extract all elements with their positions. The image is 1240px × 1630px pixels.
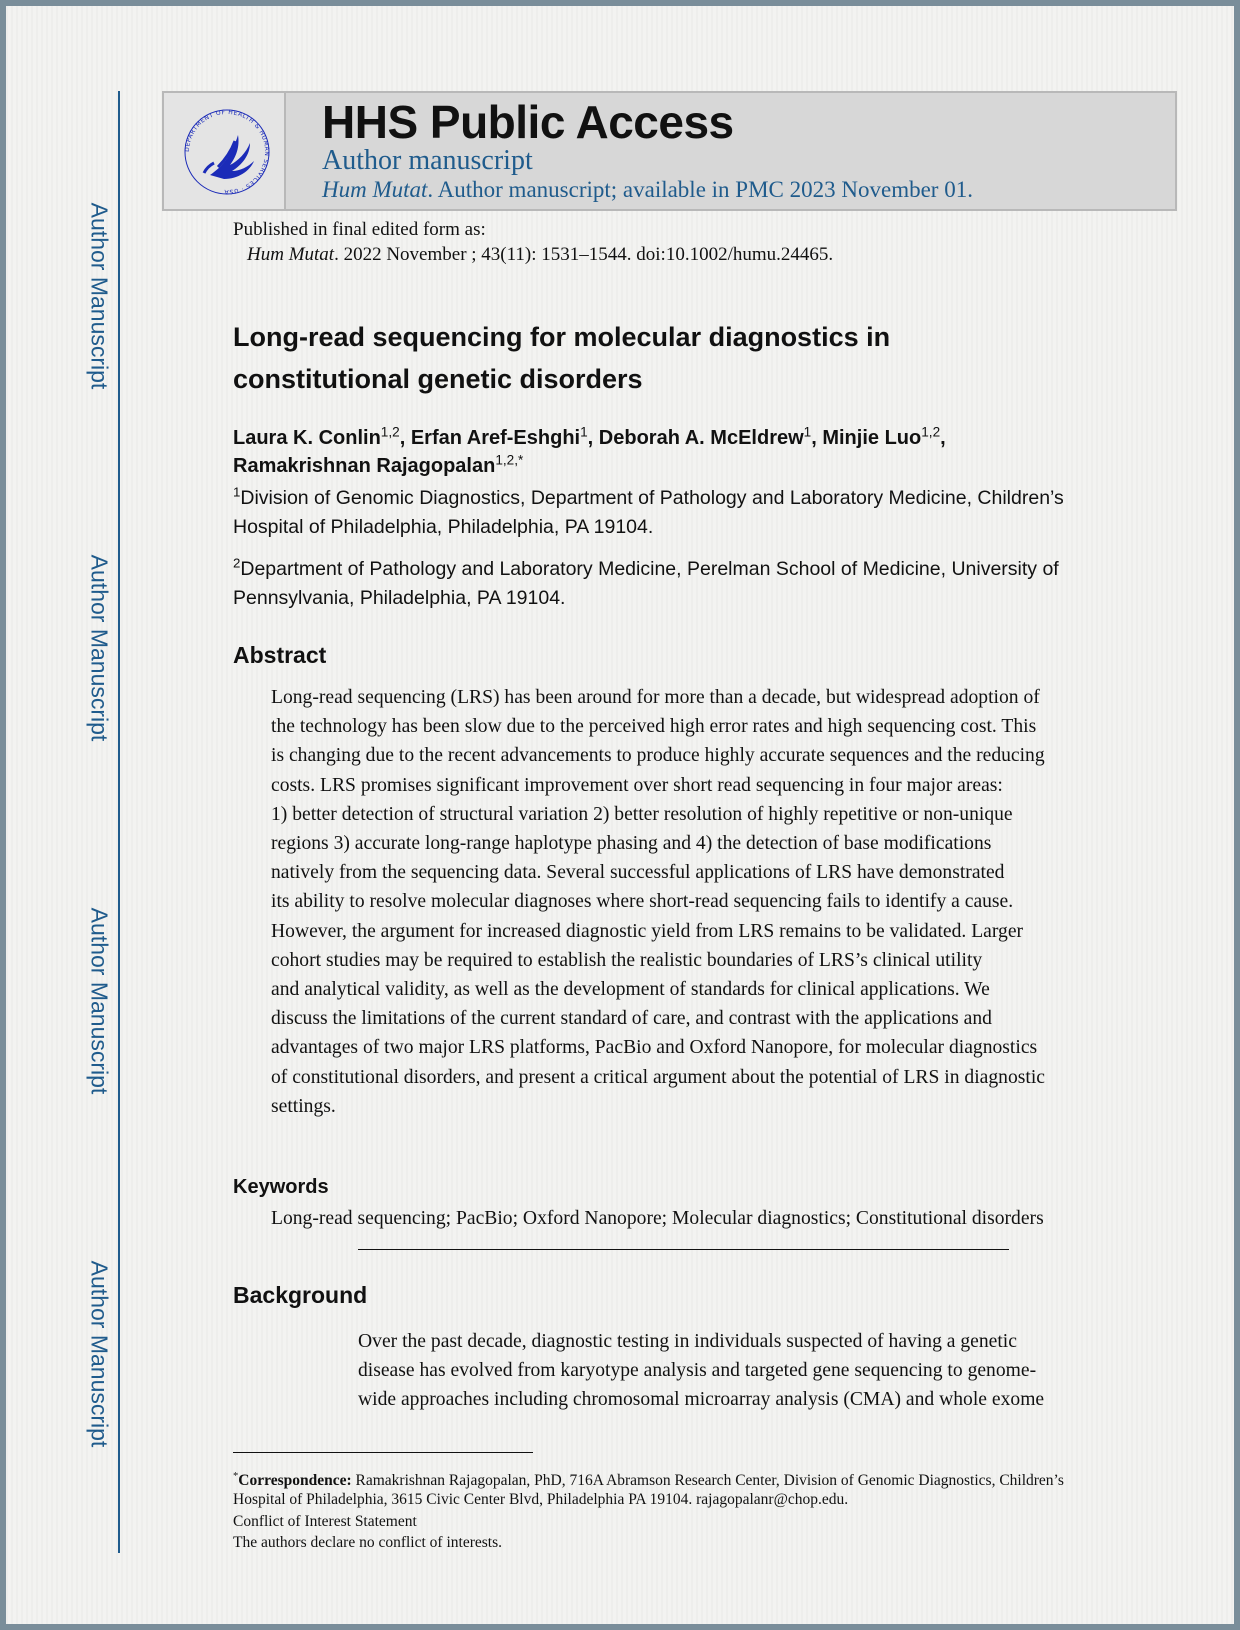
author-affil-sup: 1 (580, 424, 588, 440)
hhs-logo-box (164, 93, 286, 209)
background-line: wide approaches including chromosomal microarray analysis (CMA) and whole exome (358, 1389, 1045, 1411)
page: Author Manuscript Author Manuscript Author Manuscript Author Manuscript DEPARTMENT OF HEALTH & HUMAN SERVICES · USA HHS Public Access Author manuscript Hum Mutat. Author manuscript; available in PMC 2023 November 01. Published in final edited form as: Hum Mutat. 2022 November ; 43(11): 1531–1544. doi:10.1002/humu.24465. Long-read sequencing for molecular diagnostics in constitutional genetic disorders Laura K. Conlin$^{1,2}$, Erfan Aref-Eshghi$^1$, Deborah A. McEldrew$^1$, Minjie Luo$^{1,2}$, Ramakrishnan Rajagopalan$^{1,2,*}$ $^1$Division of Genomic Diagnostics, Department of Pathology and Laboratory Medicine, Children’s Hospital of Philadelphia, Philadelphia, PA 19104. $^2$Department of Pathology and Laboratory Medicine, Perelman School of Medicine, University of Pennsylvania, Philadelphia, PA 19104. Abstract Long-read sequencing (LRS) has been around for more than a decade, but widespread adoption of the technology has been slow due to the perceived high error rates and high sequencing cost. This is changing due to the recent advancements to produce highly accurate sequences and the reducing costs. LRS promises significant improvement over short read sequencing in four major areas: 1) better detection of structural variation 2) better resolution of highly repetitive or non-unique regions 3) accurate long-range haplotype phasing and 4) the detection of base modifications natively from the sequencing data. Several successful applications of LRS have demonstrated its ability to resolve molecular diagnoses where short-read sequencing fails to identify a cause. However, the argument for increased diagnostic yield from LRS remains to be validated. Larger cohort studies may be required to establish the realistic boundaries of LRS’s clinical utility and analytical validity, as well as the development of standards for clinical applications. We discuss the limitations of the current standard of care, and contrast with the applications and advantages of two major LRS platforms, PacBio and Oxford Nanopore, for molecular diagnostics of constitutional disorders, and present a critical argument about the potential of LRS in diagnostic settings. Keywords Long-read sequencing; PacBio; Oxford Nanopore; Molecular diagnostics; Constitutional disorders Background Over the past decade, diagnostic testing in individuals suspected of having a genetic disease has evolved from karyotype analysis and targeted gene sequencing to genome- wide approaches including chromosomal microarray analysis (CMA) and whole exome *Correspondence: Ramakrishnan Rajagopalan, PhD, 716A Abramson Research Center, Division of Genomic Diagnostics, Children’s Hospital of Philadelphia, 3615 Civic Center Blvd, Philadelphia PA 19104. rajagopalanr@chop.edu. Conflict of Interest Statement The authors declare no conflict of interests. (6, 6, 1234, 1624)
published-label: Published in final edited form as: (233, 219, 486, 240)
abstract-line: and analytical validity, as well as the development of standards for clinical applications. We (271, 979, 990, 1001)
author-name: Laura K. Conlin (233, 427, 381, 449)
availability-text: . Author manuscript; available in PMC 2023 November 01. (427, 177, 973, 202)
availability-line (322, 177, 973, 203)
footnote-rule (233, 1452, 533, 1453)
author-affil-sup: 1,2,* (495, 452, 524, 468)
abstract-line: cohort studies may be required to establish the realistic boundaries of LRS’s clinical utility (271, 949, 983, 971)
author-sep: , (811, 427, 823, 449)
background-heading: Background (233, 1282, 368, 1308)
background-line: Over the past decade, diagnostic testing in individuals suspected of having a genetic (358, 1331, 1017, 1352)
author-affil-sup: 1 (803, 424, 812, 440)
abstract-body (271, 683, 1106, 1121)
published-block (233, 217, 833, 267)
abstract-line: the technology has been slow due to the perceived high error rates and high sequencing cost. This (271, 716, 1037, 738)
author-sep: , (399, 427, 411, 449)
author-list (233, 424, 1133, 480)
affiliation-1 (233, 484, 1133, 542)
abstract-line: natively from the sequencing data. Several successful applications of LRS have demonstrated (271, 862, 1005, 884)
abstract-line: costs. LRS promises significant improvement over short read sequencing in four major areas: (271, 774, 1003, 796)
affiliation-text: Division of Genomic Diagnostics, Department of Pathology and Laboratory Medicine, Children’s (240, 487, 1064, 509)
title-line-1: Long-read sequencing for molecular diagnostics in (233, 322, 891, 352)
abstract-line: of constitutional disorders, and present a critical argument about the potential of LRS in diagnostic (271, 1066, 1045, 1088)
abstract-line: its ability to resolve molecular diagnoses where short-read sequencing fails to identify a cause. (271, 891, 1014, 913)
abstract-line: discuss the limitations of the current standard of care, and contrast with the applications and (271, 1008, 992, 1030)
conflict-text: The authors declare no conflict of interests. (233, 1534, 502, 1551)
author-affil-sup: 1,2 (380, 424, 400, 440)
affiliation-num: 2 (233, 555, 241, 571)
abstract-line: regions 3) accurate long-range haplotype phasing and 4) the detection of base modifications (271, 833, 992, 855)
citation-journal: Hum Mutat (247, 244, 335, 265)
author-name: Deborah A. McEldrew (598, 427, 804, 449)
author-name: Erfan Aref-Eshghi (410, 427, 581, 449)
abstract-line: However, the argument for increased diagnostic yield from LRS remains to be validated. Larger (271, 920, 1024, 942)
keywords-heading: Keywords (233, 1176, 329, 1198)
background-line: disease has evolved from karyotype analysis and targeted gene sequencing to genome- (358, 1360, 1037, 1382)
background-body (358, 1327, 1118, 1415)
article-title (233, 316, 1133, 400)
author-manuscript-label: Author manuscript (322, 145, 533, 176)
abstract-line: Long-read sequencing (LRS) has been around for more than a decade, but widespread adoption of (271, 687, 1040, 708)
citation-text: . 2022 November ; 43(11): 1531–1544. doi:10.1002/humu.24465. (334, 244, 834, 265)
conflict-title: Conflict of Interest Statement (233, 1513, 417, 1530)
author-line-2 (233, 452, 1133, 480)
journal-name: Hum Mutat (322, 177, 428, 202)
footnote-text: Ramakrishnan Rajagopalan, PhD, 716A Abramson Research Center, Division of Genomic Diagnostics, Children’s (351, 1472, 1064, 1489)
footnote-marker: * (233, 1471, 239, 1483)
author-name: Minjie Luo (822, 427, 922, 449)
footnote-text: Hospital of Philadelphia, 3615 Civic Center Blvd, Philadelphia PA 19104. rajagopalanr@chop.edu. (233, 1491, 849, 1508)
hhs-title: HHS Public Access (322, 96, 734, 148)
author-affil-sup: 1,2 (921, 424, 941, 440)
abstract-line: advantages of two major LRS platforms, PacBio and Oxford Nanopore, for molecular diagnostics (271, 1037, 1038, 1059)
author-sep: , (587, 427, 599, 449)
citation (233, 242, 833, 267)
hhs-banner (162, 91, 1177, 211)
abstract-line: 1) better detection of structural variation 2) better resolution of highly repetitive or non-unique (271, 803, 1013, 825)
footnote-label: Correspondence: (238, 1472, 352, 1489)
affiliation-num: 1 (233, 484, 241, 500)
side-rule (118, 91, 120, 1553)
affiliation-text: Pennsylvania, Philadelphia, PA 19104. (233, 587, 566, 609)
author-name: Ramakrishnan Rajagopalan (233, 455, 496, 477)
section-separator (358, 1249, 1009, 1250)
correspondence-footnote (233, 1471, 1133, 1509)
title-line-2: constitutional genetic disorders (233, 364, 643, 394)
affiliation-2 (233, 555, 1133, 613)
hhs-eagle-logo-icon (180, 105, 274, 199)
abstract-heading: Abstract (233, 642, 327, 668)
abstract-line: settings. (271, 1095, 336, 1117)
keywords-text: Long-read sequencing; PacBio; Oxford Nanopore; Molecular diagnostics; Constitutional disorders (271, 1208, 1044, 1229)
affiliation-text: Hospital of Philadelphia, Philadelphia, PA 19104. (233, 516, 654, 538)
svg-text:DEPARTMENT OF HEALTH & HUMAN S: DEPARTMENT OF HEALTH & HUMAN SERVICES · USA (183, 108, 271, 196)
affiliation-text: Department of Pathology and Laboratory Medicine, Perelman School of Medicine, University of (240, 558, 1059, 580)
author-line-1 (233, 424, 1133, 452)
author-sep: , (940, 427, 946, 449)
abstract-line: is changing due to the recent advancements to produce highly accurate sequences and the reducing (271, 745, 1045, 767)
